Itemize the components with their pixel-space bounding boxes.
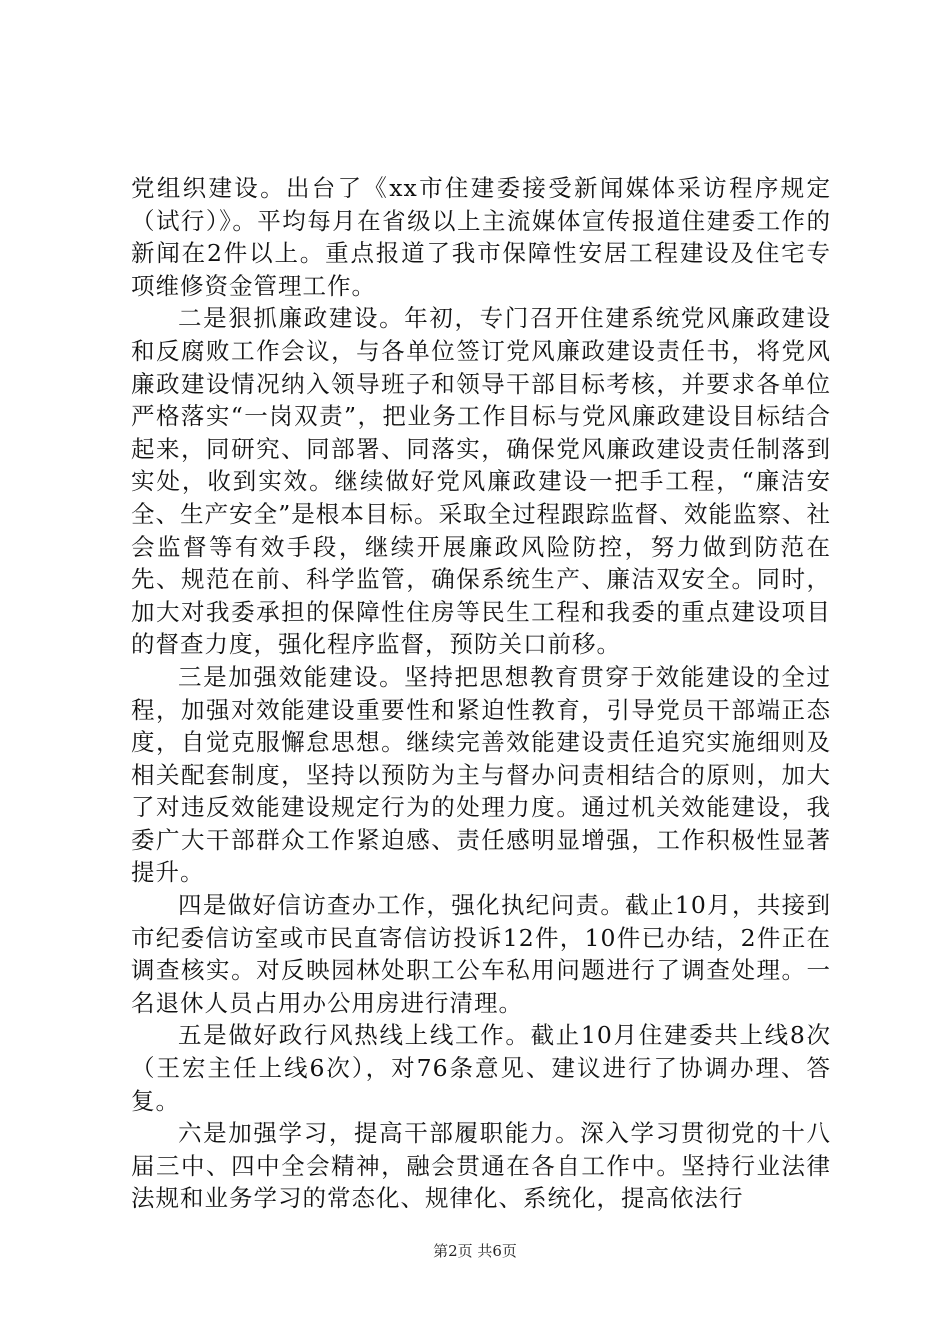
paragraph-efficiency-building: 三是加强效能建设。坚持把思想教育贯穿于效能建设的全过程，加强对效能建设重要性和紧迫性教育，引导党员干部端正态度，自觉克服懈怠思想。继续完善效能建设责任追究实施细则及相关配套制度，坚持以预防为主与督办问责相结合的原则，加大了对违反效能建设规定行为的处理力度。通过机关效能建设，我委广大干部群众工作紧迫感、责任感明显增强，工作积极性显著提升。 bbox=[131, 662, 831, 887]
page-footer: 第2页 共6页 bbox=[433, 1242, 517, 1260]
document-body bbox=[131, 172, 831, 1215]
paragraph-study: 六是加强学习，提高干部履职能力。深入学习贯彻党的十八届三中、四中全会精神，融会贯通在各自工作中。坚持行业法律法规和业务学习的常态化、规律化、系统化，提高依法行 bbox=[131, 1119, 831, 1213]
paragraph-1-continued: 党组织建设。出台了《xx市住建委接受新闻媒体采访程序规定（试行）》。平均每月在省级以上主流媒体宣传报道住建委工作的新闻在2件以上。重点报道了我市保障性安居工程建设及住宅专项维修资金管理工作。 bbox=[131, 174, 831, 300]
paragraph-integrity-building: 二是狠抓廉政建设。年初，专门召开住建系统党风廉政建设和反腐败工作会议，与各单位签订党风廉政建设责任书，将党风廉政建设情况纳入领导班子和领导干部目标考核，并要求各单位严格落实“一岗双责”，把业务工作目标与党风廉政建设目标结合起来，同研究、同部署、同落实，确保党风廉政建设责任制落到实处，收到实效。继续做好党风廉政建设一把手工程，“廉洁安全、生产安全”是根本目标。采取全过程跟踪监督、效能监察、社会监督等有效手段，继续开展廉政风险防控，努力做到防范在先、规范在前、科学监管，确保系统生产、廉洁双安全。同时，加大对我委承担的保障性住房等民生工程和我委的重点建设项目的督查力度，强化程序监督，预防关口前移。 bbox=[131, 304, 831, 659]
paragraph-petition-handling: 四是做好信访查办工作，强化执纪问责。截止10月，共接到市纪委信访室或市民直寄信访投诉12件，10件已办结，2件正在调查核实。对反映园林处职工公车私用问题进行了调查处理。一名退休人员占用办公用房进行清理。 bbox=[131, 891, 831, 1017]
paragraph-hotline-work: 五是做好政行风热线上线工作。截止10月住建委共上线8次（王宏主任上线6次），对76条意见、建议进行了协调办理、答复。 bbox=[131, 1021, 831, 1115]
